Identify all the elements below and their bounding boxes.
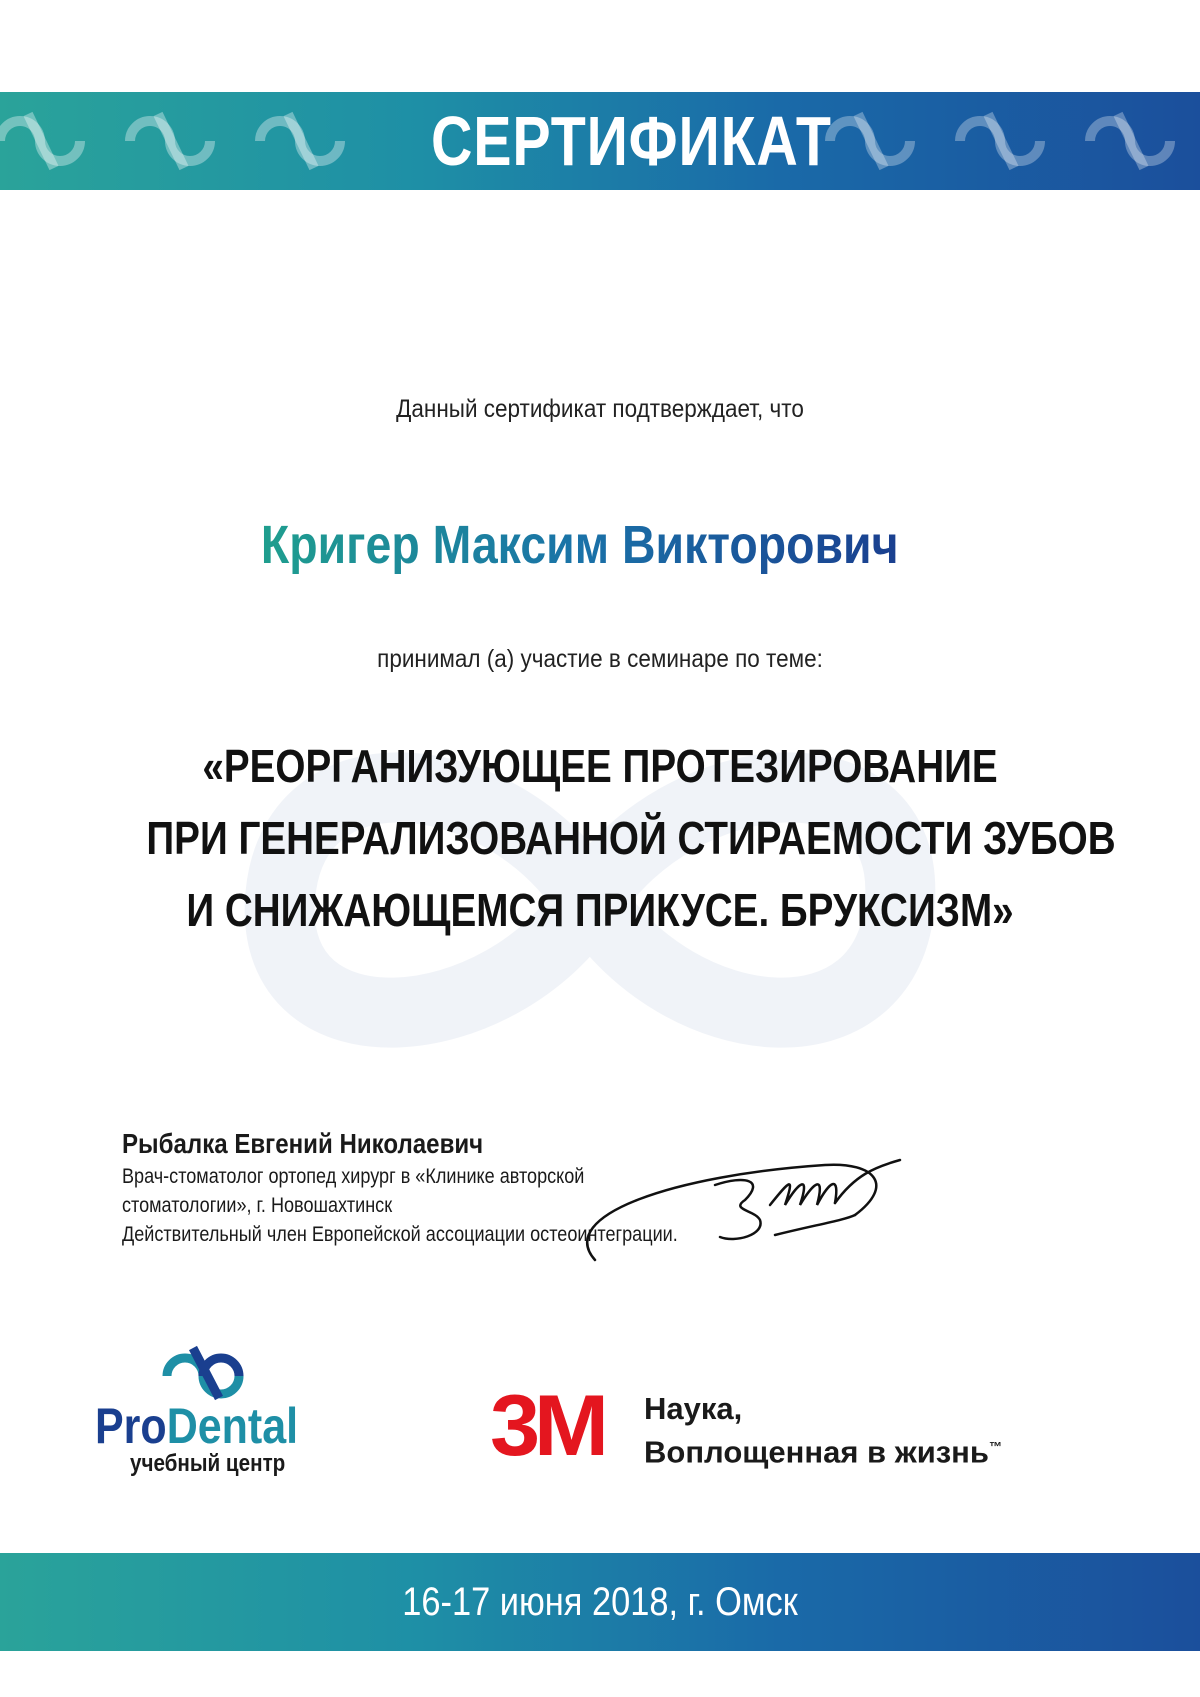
signature-icon: [555, 1125, 945, 1285]
topic-line: И СНИЖАЮЩЕМСЯ ПРИКУСЕ. БРУКСИЗМ»: [186, 884, 1014, 936]
header-band: [0, 92, 1200, 190]
lecturer-detail: стоматологии», г. Новошахтинск: [122, 1194, 393, 1217]
topic-line: «РЕОРГАНИЗУЮЩЕЕ ПРОТЕЗИРОВАНИЕ: [202, 740, 998, 792]
prodental-logo: [95, 1342, 335, 1492]
band-logo-pattern-right-icon: [800, 104, 1200, 178]
lecturer-detail: Врач-стоматолог ортопед хирург в «Клинике авторской: [122, 1165, 585, 1188]
prodental-wordmark: [95, 1396, 301, 1456]
lecturer-detail: Действительный член Европейской ассоциации остеоинтеграции.: [122, 1223, 678, 1246]
footer-band: [0, 1553, 1200, 1651]
prodental-dental: Dental: [166, 1398, 299, 1454]
confirms-text: Данный сертификат подтверждает, что: [396, 395, 804, 423]
3m-slogan: [644, 1390, 1104, 1471]
date-place: 16-17 июня 2018, г. Омск: [402, 1580, 798, 1624]
slogan-line: [644, 1428, 1104, 1471]
slogan-line: Наука,: [644, 1391, 743, 1426]
topic-line: ПРИ ГЕНЕРАЛИЗОВАННОЙ СТИРАЕМОСТИ ЗУБОВ: [146, 812, 1116, 864]
slogan-line-text: Воплощенная в жизнь: [644, 1434, 989, 1470]
3m-logo: 3M: [490, 1378, 603, 1474]
certificate-title: СЕРТИФИКАТ: [431, 102, 832, 180]
lecturer-name: Рыбалка Евгений Николаевич: [122, 1128, 484, 1159]
trademark-mark: ™: [988, 1439, 1002, 1454]
prodental-pro: Pro: [95, 1398, 167, 1454]
seminar-topic: [60, 730, 1140, 946]
band-logo-pattern-left-icon: [0, 104, 380, 178]
prodental-subtitle: учебный центр: [130, 1450, 286, 1477]
participated-text: принимал (а) участие в семинаре по теме:: [377, 645, 823, 673]
recipient-block: [200, 510, 960, 580]
recipient-name: Кригер Максим Викторович: [261, 510, 899, 580]
prodental-mark-icon: [157, 1342, 267, 1402]
